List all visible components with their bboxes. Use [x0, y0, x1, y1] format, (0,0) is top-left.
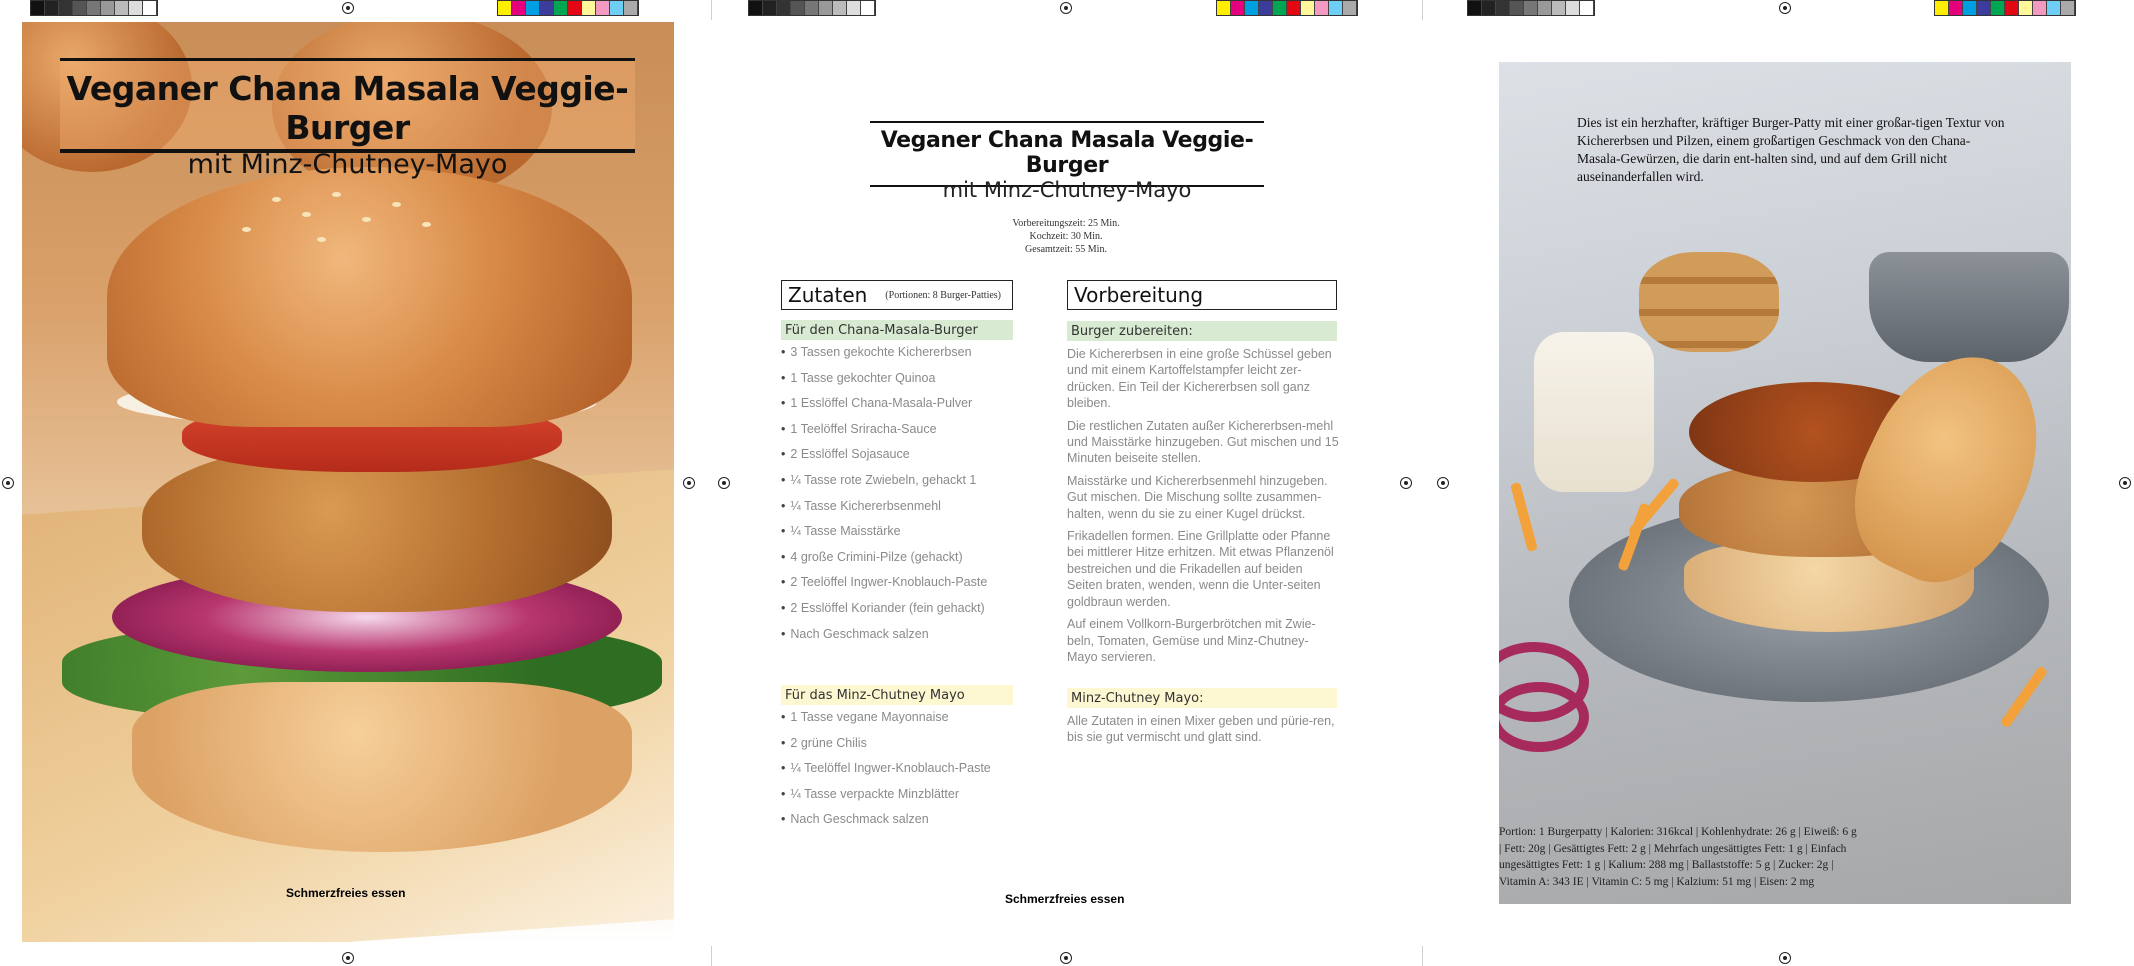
recipe-page	[711, 0, 1422, 966]
color-swatch	[1935, 1, 1949, 15]
recipe-title-box	[870, 121, 1264, 202]
color-swatch	[73, 1, 87, 15]
recipe-title: Veganer Chana Masala Veggie-Burger	[880, 128, 1254, 178]
color-swatch	[2005, 1, 2019, 15]
total-time: Gesamtzeit: 55 Min.	[1025, 244, 1107, 255]
bottom-bun	[132, 682, 632, 852]
color-swatch	[568, 1, 582, 15]
color-swatch	[1343, 1, 1357, 15]
page-footer: Schmerzfreies essen	[286, 886, 406, 900]
color-swatch	[1949, 1, 1963, 15]
ingredient-item: • ¼ Teelöffel Ingwer-Knoblauch-Paste	[781, 756, 991, 782]
ingredient-item: • 2 Esslöffel Sojasauce	[781, 442, 987, 468]
ingredient-item: • 3 Tassen gekochte Kichererbsen	[781, 340, 987, 366]
registration-mark	[683, 477, 695, 489]
color-swatch	[1496, 1, 1510, 15]
sesame-seed	[242, 227, 251, 232]
color-swatch	[777, 1, 791, 15]
intro-text: Dies ist ein herzhafter, kräftiger Burger-Patty mit einer großar-tigen Textur von Kichererbsen und Pilzen, einem großartigen Geschmack von den Chana-Masala-Gewürzen, die darin ent-halten sind, und auf dem Grill nicht auseinanderfallen wird.	[1577, 115, 2005, 184]
recipe-title: Veganer Chana Masala Veggie-Burger	[66, 69, 629, 147]
sesame-seed	[302, 212, 311, 217]
trim-line	[711, 0, 712, 20]
color-swatch	[554, 1, 568, 15]
left-page	[0, 0, 711, 966]
color-swatch	[749, 1, 763, 15]
color-swatch	[2033, 1, 2047, 15]
color-swatch	[129, 1, 143, 15]
color-swatch	[1231, 1, 1245, 15]
color-swatch	[1287, 1, 1301, 15]
color-swatch	[1963, 1, 1977, 15]
color-swatch	[805, 1, 819, 15]
ingredient-item: • Nach Geschmack salzen	[781, 807, 991, 833]
mayo-prep-subheading: Minz-Chutney Mayo:	[1067, 688, 1337, 708]
color-swatch	[1524, 1, 1538, 15]
ingredient-item: • Nach Geschmack salzen	[781, 622, 987, 648]
color-bar	[1216, 0, 1358, 16]
trim-line	[711, 946, 712, 966]
color-swatch	[861, 1, 875, 15]
cook-time: Kochzeit: 30 Min.	[1029, 231, 1103, 242]
color-swatch	[833, 1, 847, 15]
color-swatch	[540, 1, 554, 15]
color-swatch	[1245, 1, 1259, 15]
color-bar	[1934, 0, 2076, 16]
fry	[1510, 482, 1538, 552]
ingredient-item: • 1 Esslöffel Chana-Masala-Pulver	[781, 391, 987, 417]
color-swatch	[31, 1, 45, 15]
preparation-step: Auf einem Vollkorn-Burgerbrötchen mit Zwie-beln, Tomaten, Gemüse und Minz-Chutney-Mayo servieren.	[1067, 617, 1316, 664]
color-swatch	[526, 1, 540, 15]
color-swatch	[87, 1, 101, 15]
color-swatch	[1273, 1, 1287, 15]
sesame-seed	[332, 192, 341, 197]
color-swatch	[1991, 1, 2005, 15]
registration-mark	[2, 477, 14, 489]
color-swatch	[610, 1, 624, 15]
color-swatch	[2019, 1, 2033, 15]
preparation-step: Alle Zutaten in einen Mixer geben und pürie-ren, bis sie gut vermischt und glatt sind.	[1067, 714, 1335, 745]
color-swatch	[847, 1, 861, 15]
ingredient-item: • 1 Tasse vegane Mayonnaise	[781, 705, 991, 731]
mayo-steps	[1067, 713, 1339, 752]
sesame-seed	[317, 237, 326, 242]
color-swatch	[59, 1, 73, 15]
registration-mark	[1400, 477, 1412, 489]
burger-plate-photo	[1499, 62, 2071, 904]
registration-mark	[1060, 2, 1072, 14]
registration-mark	[718, 477, 730, 489]
burger-ingredient-list	[781, 340, 987, 647]
trim-line	[1422, 0, 1423, 20]
ingredient-item: • 2 grüne Chilis	[781, 731, 991, 757]
mayo-ingredient-list	[781, 705, 991, 833]
color-swatch	[2047, 1, 2061, 15]
color-swatch	[512, 1, 526, 15]
recipe-subtitle: mit Minz-Chutney-Mayo	[187, 149, 508, 180]
color-swatch	[1510, 1, 1524, 15]
prep-time: Vorbereitungszeit: 25 Min.	[1012, 218, 1120, 229]
registration-mark	[1437, 477, 1449, 489]
mayo-jar	[1534, 332, 1654, 492]
color-swatch	[115, 1, 129, 15]
burger-ingredients-subheading: Für den Chana-Masala-Burger	[781, 320, 1013, 340]
ingredient-item: • ¼ Tasse verpackte Minzblätter	[781, 782, 991, 808]
ingredient-item: • 2 Teelöffel Ingwer-Knoblauch-Paste	[781, 570, 987, 596]
registration-mark	[1779, 952, 1791, 964]
color-swatch	[1329, 1, 1343, 15]
onion-ring	[1499, 682, 1589, 752]
color-swatch	[1315, 1, 1329, 15]
color-swatch	[1977, 1, 1991, 15]
ingredient-item: • ¼ Tasse Kichererbsenmehl	[781, 494, 987, 520]
preparation-step: Die restlichen Zutaten außer Kichererbsen-mehl und Maisstärke hinzugeben. Gut mischen und 15 Minuten beiseite stellen.	[1067, 418, 1339, 466]
top-bun	[107, 167, 632, 427]
servings-info: (Portionen: 8 Burger-Patties)	[885, 289, 1002, 301]
color-swatch	[1482, 1, 1496, 15]
color-swatch	[1552, 1, 1566, 15]
color-swatch	[2061, 1, 2075, 15]
preparation-step: Maisstärke und Kichererbsenmehl hinzugeben. Gut mischen. Die Mischung sollte zusammen-halten, wenn du sie zu einer Kugel drückst.	[1067, 473, 1328, 521]
color-swatch	[596, 1, 610, 15]
registration-mark	[342, 952, 354, 964]
sesame-seed	[272, 197, 281, 202]
registration-mark	[342, 2, 354, 14]
ingredient-item: • 1 Tasse gekochter Quinoa	[781, 366, 987, 392]
sesame-seed	[362, 217, 371, 222]
ingredient-item: • ¼ Tasse rote Zwiebeln, gehackt 1	[781, 468, 987, 494]
preparation-step: Frikadellen formen. Eine Grillplatte oder Pfanne bei mittlerer Hitze erhitzen. Mit etwas Pflanzenöl bestreichen und die Frikadellen auf beiden Seiten braten, wenden, wenn die Unter-seiten goldbraun werden.	[1067, 529, 1334, 609]
patty-stack	[1639, 252, 1779, 352]
color-swatch	[1580, 1, 1594, 15]
color-swatch	[763, 1, 777, 15]
page-footer: Schmerzfreies essen	[1005, 892, 1125, 906]
color-swatch	[143, 1, 157, 15]
registration-mark	[2119, 477, 2131, 489]
color-swatch	[791, 1, 805, 15]
registration-mark	[1060, 952, 1072, 964]
burger-steps	[1067, 346, 1339, 671]
color-swatch	[1538, 1, 1552, 15]
cooking-pot	[1869, 252, 2069, 362]
ingredients-heading-box	[781, 280, 1013, 310]
time-info	[966, 217, 1166, 256]
color-bar	[497, 0, 639, 16]
preparation-heading: Vorbereitung	[1074, 283, 1204, 307]
grayscale-bar	[1467, 0, 1595, 16]
nutrition-facts: Portion: 1 Burgerpatty | Kalorien: 316kcal | Kohlenhydrate: 26 g | Eiweiß: 6 g | Fett: 20g | Gesättigtes Fett: 2 g | Mehrfach ungesättigtes Fett: 1 g | Einfach ungesättigtes Fett: 1 g | Kalium: 288 mg | Ballaststoffe: 5 g | Zucker: 2g | Vitamin A: 343 IE | Vitamin C: 5 mg | Kalzium: 51 mg | Eisen: 2 mg	[1499, 826, 1857, 888]
ingredient-item: • 1 Teelöffel Sriracha-Sauce	[781, 417, 987, 443]
color-swatch	[582, 1, 596, 15]
color-swatch	[819, 1, 833, 15]
preparation-step: Die Kichererbsen in eine große Schüssel geben und mit einem Kartoffelstampfer leicht zer-drücken. Ein Teil der Kichererbsen soll ganz bleiben.	[1067, 347, 1332, 411]
trim-line	[1422, 946, 1423, 966]
right-page	[1422, 0, 2133, 966]
color-swatch	[498, 1, 512, 15]
fry	[2000, 665, 2048, 728]
color-swatch	[1217, 1, 1231, 15]
color-swatch	[101, 1, 115, 15]
color-swatch	[1468, 1, 1482, 15]
color-swatch	[624, 1, 638, 15]
registration-mark	[1779, 2, 1791, 14]
ingredient-item: • 2 Esslöffel Koriander (fein gehackt)	[781, 596, 987, 622]
color-swatch	[1301, 1, 1315, 15]
preparation-heading-box	[1067, 280, 1337, 310]
mayo-ingredients-subheading: Für das Minz-Chutney Mayo	[781, 685, 1013, 705]
ingredients-heading: Zutaten	[788, 283, 868, 307]
ingredient-item: • 4 große Crimini-Pilze (gehackt)	[781, 545, 987, 571]
ingredient-item: • ¼ Tasse Maisstärke	[781, 519, 987, 545]
color-swatch	[45, 1, 59, 15]
sesame-seed	[392, 202, 401, 207]
color-swatch	[1259, 1, 1273, 15]
grayscale-bar	[748, 0, 876, 16]
recipe-subtitle: mit Minz-Chutney-Mayo	[942, 178, 1192, 202]
grayscale-bar	[30, 0, 158, 16]
left-title-box	[60, 58, 635, 180]
sesame-seed	[422, 222, 431, 227]
color-swatch	[1566, 1, 1580, 15]
burger-prep-subheading: Burger zubereiten:	[1067, 321, 1337, 341]
